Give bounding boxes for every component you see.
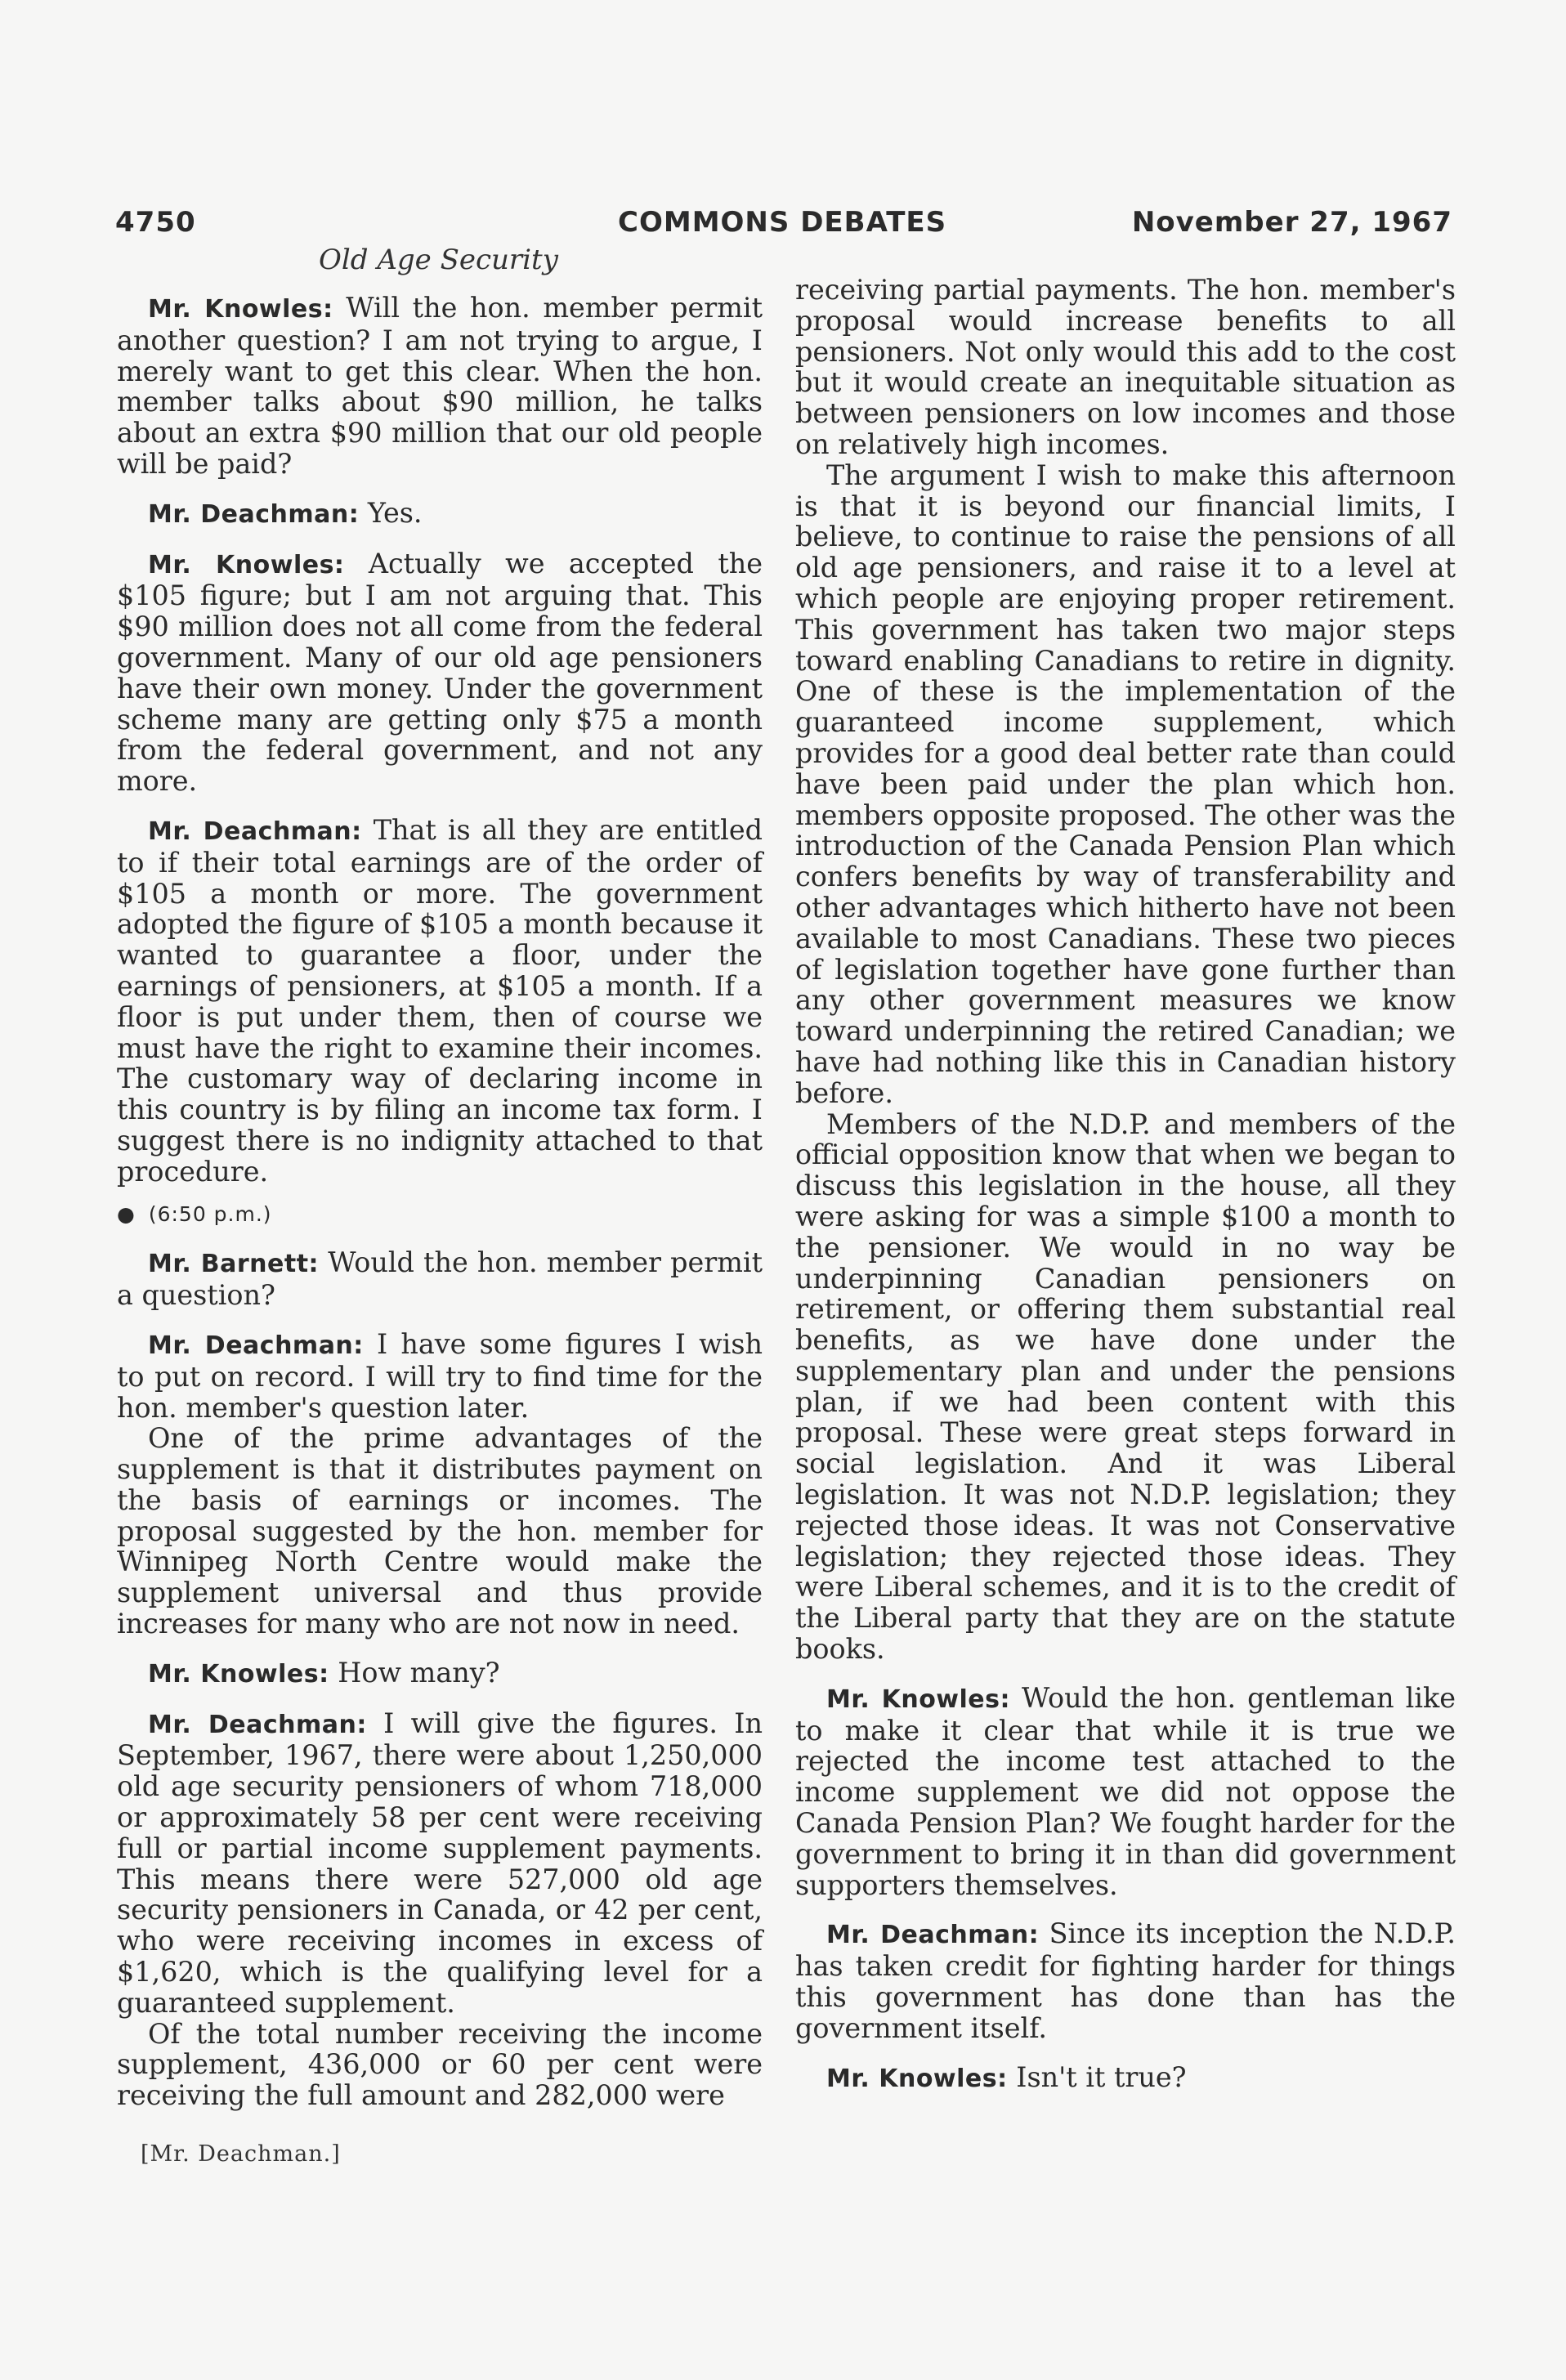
speaker-name: Mr. Deachman: [826,1921,1040,1950]
speech-paragraph [117,1329,763,1423]
speech-text: Would the hon. member permit a question? [117,1246,763,1312]
speaker-name: Mr. Deachman: [148,816,362,846]
speech-text: That is all they are entitled to if their total earnings are of the order of $105 a month or more. The government adopted the figure of $105 a month because it wanted to guarantee a floor, under the earnings of pensioners, at $105 a month. If a floor is put under them, then of course we must have the right to examine their incomes. The customary way of declaring income in this country is by filing an income tax form. I suggest there is no indignity attached to that procedure. [117,813,763,1188]
left-column [117,275,763,2111]
speaker-name: Mr. Knowles: [826,2064,1008,2093]
continuation-paragraph [117,1423,763,1640]
debate-subject: Old Age Security [319,244,558,276]
speech-text: How many? [338,1656,500,1689]
speech-text: One of the prime advantages of the supplement is that it distributes payment on the basis of earnings or incomes. The proposal suggested by the hon. member for Winnipeg North Centre would make the supplement universal and thus provide increases for many who are not now in need. [117,1422,763,1640]
speech-text: Actually we accepted the $105 figure; but I am not arguing that. This $90 million does not all come from the federal government. Many of our old age pensioners have their own money. Under the government scheme many are getting only $75 a month from the federal government, and not any more. [117,547,763,798]
speaker-name: Mr. Deachman: [148,1710,367,1739]
speech-paragraph [795,2062,1456,2095]
time-stamp-text: (6:50 p.m.) [148,1201,272,1226]
speech-paragraph [795,1683,1456,1901]
speech-text: Since its inception the N.D.P. has taken credit for fighting harder for things this government has done than has the government itself. [795,1917,1456,2044]
speaker-name: Mr. Knowles: [148,550,345,579]
speech-text: I will give the figures. In September, 1967, there were about 1,250,000 old age security pensioners of whom 718,000 or approximately 58 per cent were receiving full or partial income supplement payments. This means there were 527,000 old age security pensioners in Canada, or 42 per cent, who were receiving incomes in excess of $1,620, which is the qualifying level for a guaranteed supplement. [117,1707,763,2019]
speech-paragraph [795,1918,1456,2043]
speaker-name: Mr. Deachman: [148,499,360,529]
speaker-name: Mr. Deachman: [148,1331,364,1360]
right-column [795,275,1456,2094]
speaker-footer-note: [Mr. Deachman.] [141,2141,341,2167]
continuation-paragraph [795,460,1456,1109]
speech-paragraph [117,1658,763,1690]
continuation-paragraph [117,2019,763,2111]
bullet-icon: ● [117,1201,136,1226]
page-number: 4750 [115,206,196,239]
speech-text: Of the total number receiving the income supplement, 436,000 or 60 per cent were receiving the full amount and 282,000 were [117,2017,763,2112]
speech-text: The argument I wish to make this afternoon is that it is beyond our financial limits, I believe, to continue to raise the pensions of all old age pensioners, and raise it to a level at which people are enjoying proper retirement. This government has taken two major steps toward enabling Canadians to retire in dignity. One of these is the implementation of the guaranteed income supplement, which provides for a good deal better rate than could have been paid under the plan which hon. members opposite proposed. The other was the introduction of the Canada Pension Plan which confers benefits by way of transferability and other advantages which hitherto have not been available to most Canadians. These two pieces of legislation together have gone further than any other government measures we know toward underpinning the retired Canadian; we have had nothing like this in Canadian history before. [795,459,1456,1109]
speech-text: Will the hon. member permit another question? I am not trying to argue, I merely want to get this clear. When the hon. member talks about $90 million, he talks about an extra $90 million that our old people will be paid? [117,292,763,480]
speaker-name: Mr. Barnett: [148,1250,320,1279]
speech-text: Members of the N.D.P. and members of the official opposition know that when we began to discuss this legislation in the house, all they were asking for was a simple $100 a month to the pensioner. We would in no way be underpinning Canadian pensioners on retirement, or offering them substantial real benefits, as we have done under the supplementary plan and under the pensions plan, if we had been content with this proposal. These were great steps forward in social legislation. And it was Liberal legislation. It was not N.D.P. legislation; they rejected those ideas. It was not Conservative legislation; they rejected those ideas. They were Liberal schemes, and it is to the credit of the Liberal party that they are on the statute books. [795,1107,1456,1666]
continuation-paragraph [795,275,1456,460]
speech-paragraph [117,1708,763,2019]
header-date: November 27, 1967 [1131,206,1452,239]
continuation-paragraph [795,1109,1456,1665]
publication-title: COMMONS DEBATES [618,206,947,239]
time-stamp [117,1199,763,1230]
speech-text: Would the hon. gentleman like to make it clear that while it is true we rejected the income test attached to the income supplement we did not oppose the Canada Pension Plan? We fought harder for the government to bring it in than did government supporters themselves. [795,1681,1456,1901]
speaker-name: Mr. Knowles: [148,295,333,324]
speech-text: I have some figures I wish to put on record. I will try to find time for the hon. member's question later. [117,1327,763,1424]
speaker-name: Mr. Knowles: [148,1659,329,1689]
speech-paragraph [117,548,763,797]
speech-paragraph [117,498,763,530]
speech-paragraph [117,293,763,480]
speaker-name: Mr. Knowles: [826,1684,1010,1714]
speech-paragraph [117,1247,763,1311]
speech-text: Isn't it true? [1016,2060,1187,2093]
speech-text: Yes. [367,496,423,529]
speech-paragraph [117,815,763,1188]
speech-text: receiving partial payments. The hon. member's proposal would increase benefits to all pensioners. Not only would this add to the cost but it would create an inequitable situation as between pensioners on low incomes and those on relatively high incomes. [795,274,1456,460]
